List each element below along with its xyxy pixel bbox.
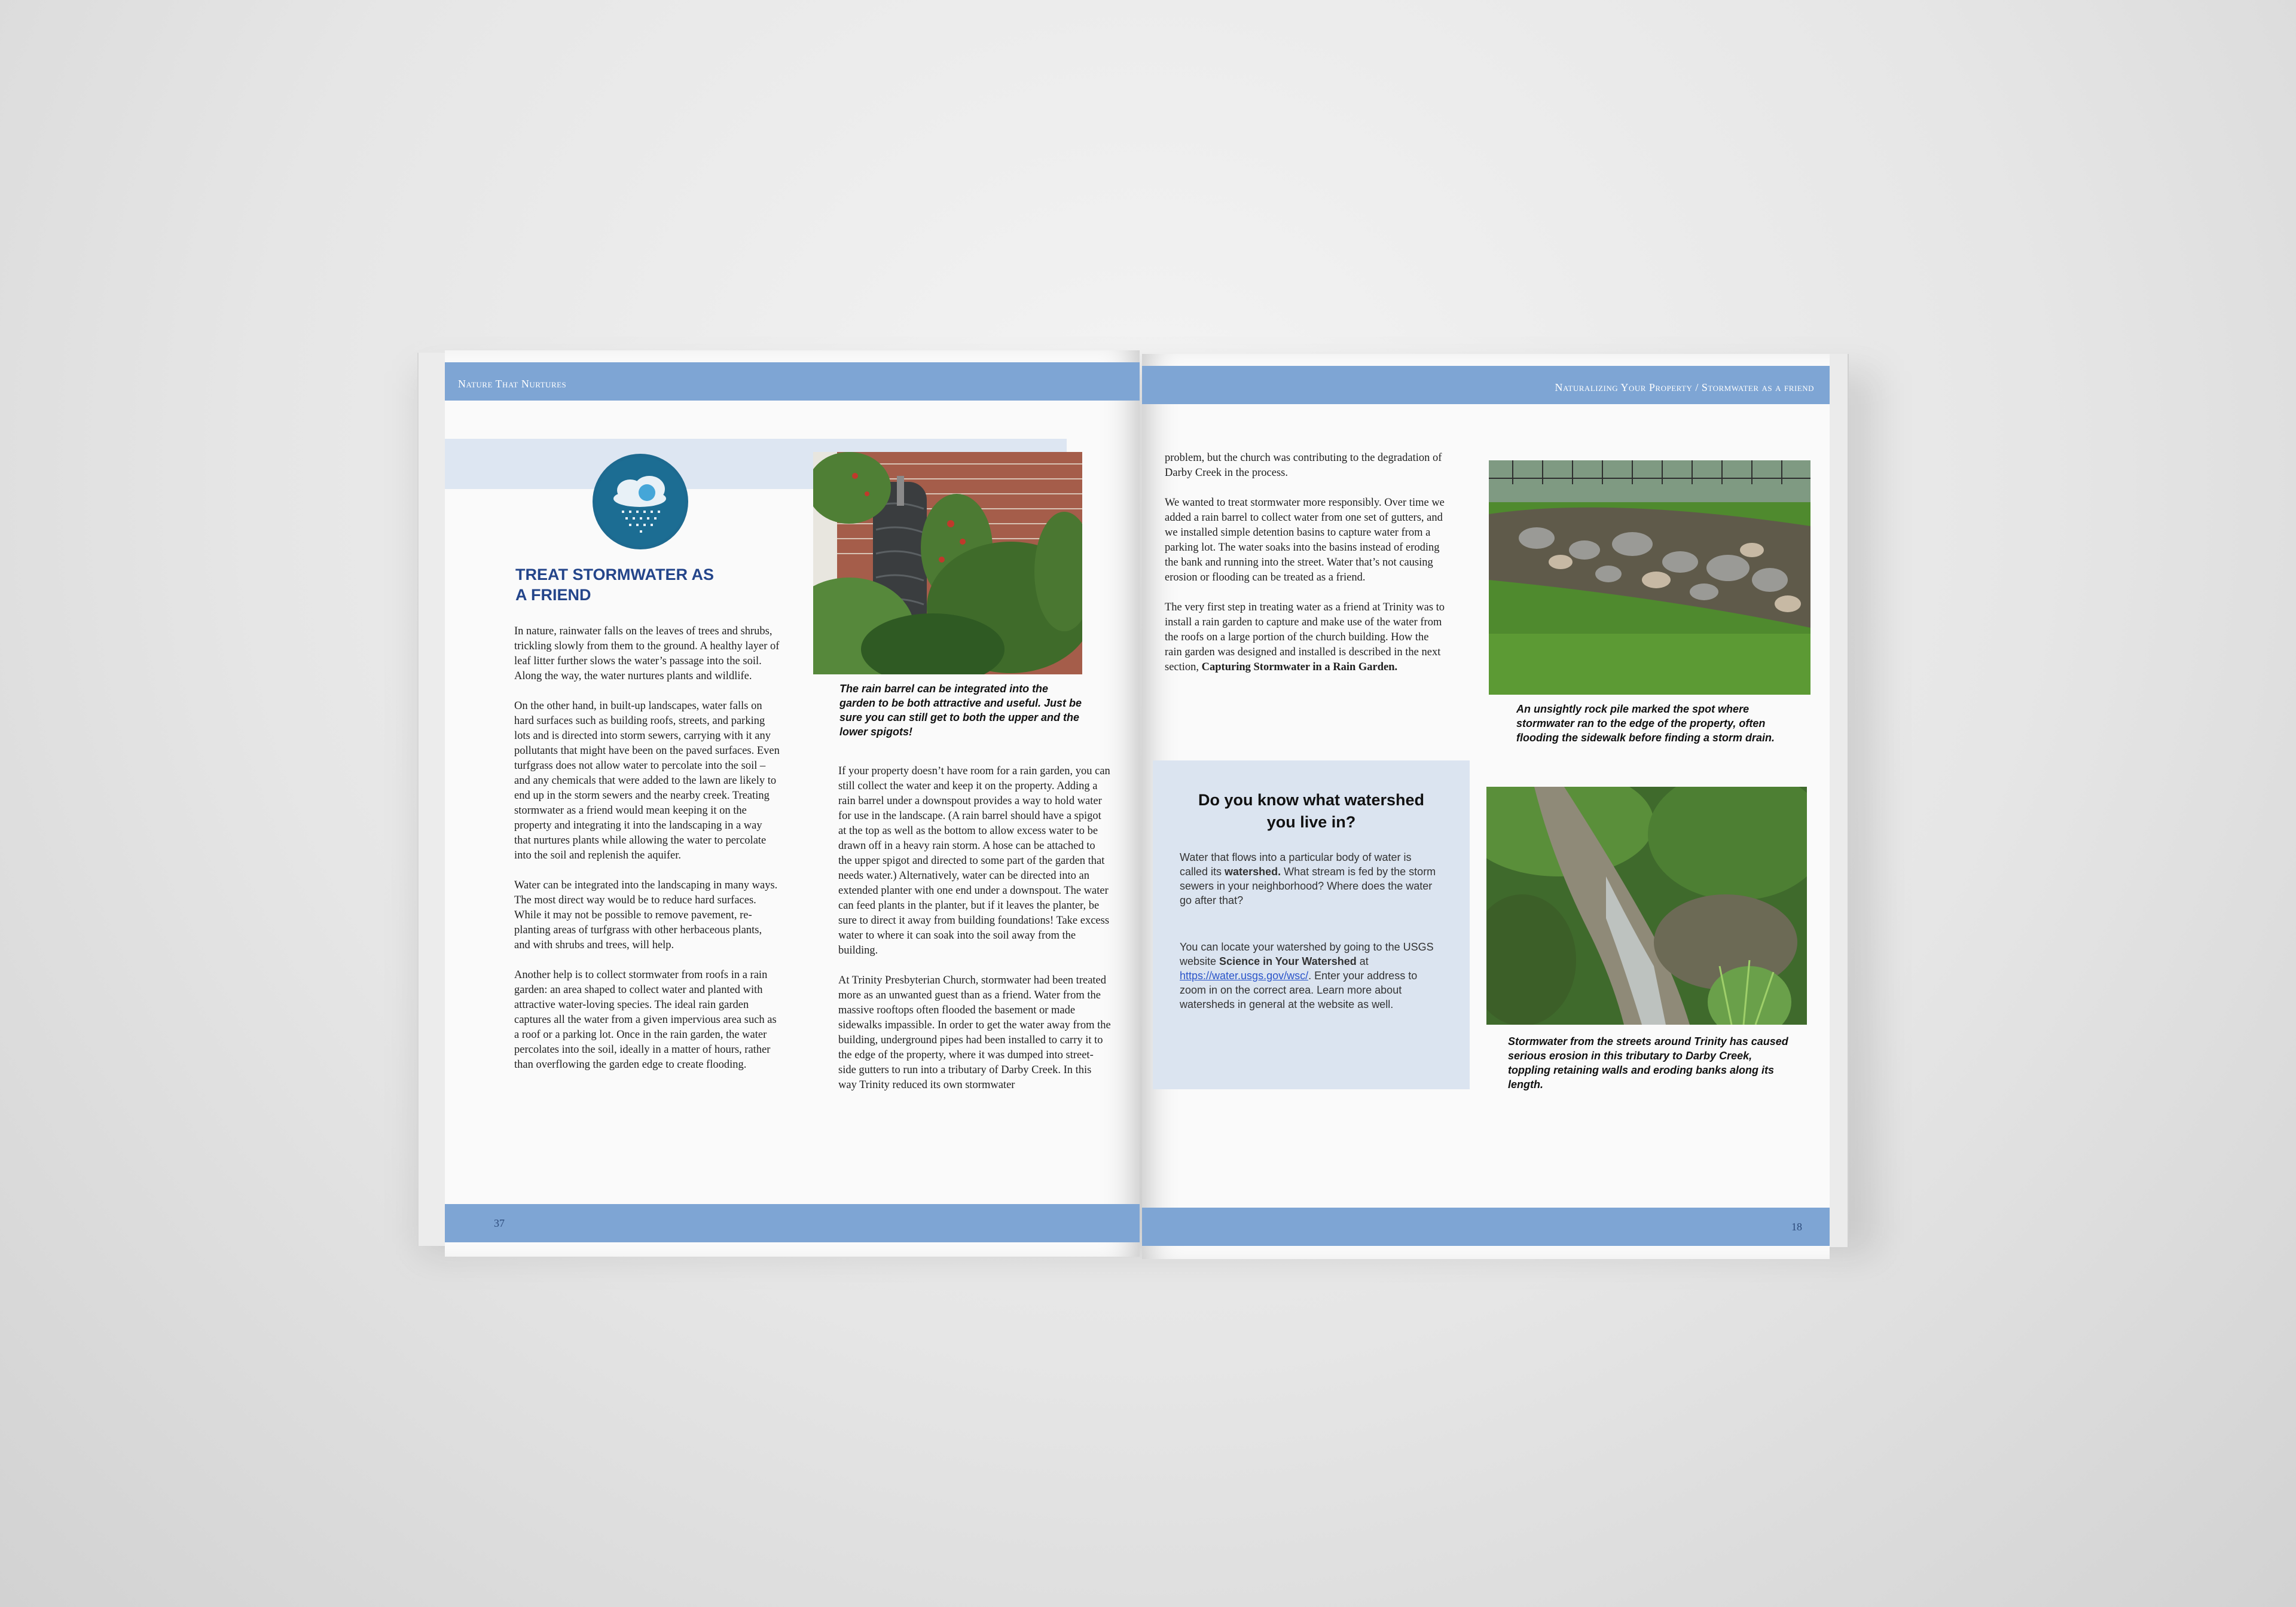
paragraph: Water can be integrated into the landscaping in many ways. The most direct way would be to reduce hard surfaces. While it may not be possible to remove pavement, re-planting areas of turfgrass with other herbaceous plants, and with shrubs and trees, will help. <box>514 879 778 951</box>
paragraph: If your property doesn’t have room for a rain garden, you can still collect the water and keep it on the property. Adding a rain barrel under a downspout provides a way to hold water for use in the landscape. (A rain barrel should have a spigot at the top as well as the bottom to allow excess water to be drawn off in a heavy rain storm. A hose can be attached to the upper spigot and directed to some part of the garden that needs water.) Alternatively, water can be directed into an extended planter with one end under a downspout. The water can feed plants in the planter, but if it leaves the planter, be sure to direct it away from building foundations! Take excess water to where it can soak into the soil away from the building. <box>838 765 1110 957</box>
right-column-text <box>838 764 1111 1108</box>
text: . Enter your address to zoom in on the correct area. Learn more about watersheds in general at the website as well. <box>1180 970 1418 1010</box>
left-page <box>445 350 1140 1257</box>
paragraph <box>1165 600 1446 675</box>
text: You can locate your watershed by going to the USGS website <box>1180 941 1434 967</box>
rock-pile-photo <box>1489 460 1810 695</box>
paragraph: Another help is to collect stormwater from roofs in a rain garden: an area shaped to collect water and planted with attractive water-loving species. The ideal rain garden captures all the water from a given impervious area such as a roof or a parking lot. Once in the rain garden, the water percolates into the soil, ideally in a matter of hours, rather than overflowing the garden edge to create flooding. <box>514 969 777 1071</box>
footer-band <box>1142 1208 1830 1246</box>
heading-line-1: TREAT STORMWATER AS <box>515 566 714 583</box>
paragraph: In nature, rainwater falls on the leaves of trees and shrubs, trickling slowly from them to the ground. A healthy layer of leaf litter further slows the water’s passage into the soil. Along the way, the water nurtures plants and wildlife. <box>514 625 780 682</box>
header-band <box>1142 366 1830 404</box>
paragraph: problem, but the church was contributing to the degradation of Darby Creek in the process. <box>1165 452 1442 479</box>
running-header: Nature That Nurtures <box>458 378 567 390</box>
info-box-title: Do you know what watershed you live in? <box>1198 791 1425 831</box>
running-header: Naturalizing Your Property / Stormwater as a friend <box>1555 381 1814 393</box>
left-column-text <box>1165 451 1446 690</box>
paragraph: We wanted to treat stormwater more responsibly. Over time we added a rain barrel to collect water from one set of gutters, and we installed simple detention basins to capture water from a parking lot. The water soaks into the basins instead of eroding the bank and running into the street. Water that’s not causing erosion or flooding can be treated as a friend. <box>1165 497 1445 583</box>
right-page <box>1142 354 1830 1259</box>
paragraph: On the other hand, in built-up landscapes, water falls on hard surfaces such as building roofs, streets, and parking lots and is directed into storm sewers, carrying with it any pollutants that might have been on the paved surfaces. Even turfgrass does not allow water to percolate into the soil – and any chemicals that were added to the lawn are likely to end up in the storm sewers and the nearby creek. Treating stormwater as a friend would mean keeping it on the property and integrating it into the landscaping in a way that nurtures plants while allowing the water to percolate into the soil and replenish the aquifer. <box>514 700 780 861</box>
text: Water that flows into a particular body of water is called its <box>1180 851 1412 878</box>
info-box-paragraph-1 <box>1180 850 1437 908</box>
eroded-creek-caption: Stormwater from the streets around Trinity has caused serious erosion in this tributary to Darby Creek, toppling retaining walls and eroding banks along its length. <box>1508 1035 1788 1090</box>
footer-band <box>445 1204 1140 1242</box>
text: What stream is fed by the storm sewers in your neighborhood? Where does the water go after that? <box>1180 866 1436 906</box>
heading-line-2: A FRIEND <box>515 586 591 604</box>
left-column-text <box>514 624 780 1087</box>
section-reference: Capturing Stormwater in a Rain Garden. <box>1201 661 1398 673</box>
usgs-link[interactable]: https://water.usgs.gov/wsc/ <box>1180 970 1309 982</box>
rain-barrel-photo <box>813 452 1082 674</box>
website-name: Science in Your Watershed <box>1219 955 1357 967</box>
text: at <box>1356 955 1369 967</box>
info-box-paragraph-2 <box>1180 940 1437 1012</box>
rain-barrel-caption: The rain barrel can be integrated into the garden to be both attractive and useful. Just be sure you can still get to both the upper and the lower spigots! <box>839 683 1082 738</box>
section-heading <box>515 564 731 605</box>
paragraph-text: The very first step in treating water as a friend at Trinity was to install a rain garden to capture and make use of the water from the roofs on a large portion of the church building. How the rain garden was designed and installed is described in the next section, <box>1165 601 1445 673</box>
header-band <box>445 362 1140 401</box>
page-number: 37 <box>494 1217 505 1229</box>
page-number: 18 <box>1791 1221 1802 1233</box>
eroded-creek-photo <box>1486 787 1807 1025</box>
watershed-info-box <box>1153 760 1470 1089</box>
paragraph: At Trinity Presbyterian Church, stormwater had been treated more as an unwanted guest than as a friend. Water from the massive rooftops often flooded the basement or made sidewalks impassible. In order to get the water away from the building, underground pipes had been installed to carry it to the edge of the property, where it was dumped into street-side gutters to run into a tributary of Darby Creek. In this way Trinity reduced its own stormwater <box>838 974 1111 1091</box>
rain-cloud-icon <box>596 457 685 546</box>
rock-pile-caption: An unsightly rock pile marked the spot where stormwater ran to the edge of the property, often flooding the sidewalk before finding a storm drain. <box>1516 703 1775 744</box>
watershed-term: watershed. <box>1225 866 1281 878</box>
